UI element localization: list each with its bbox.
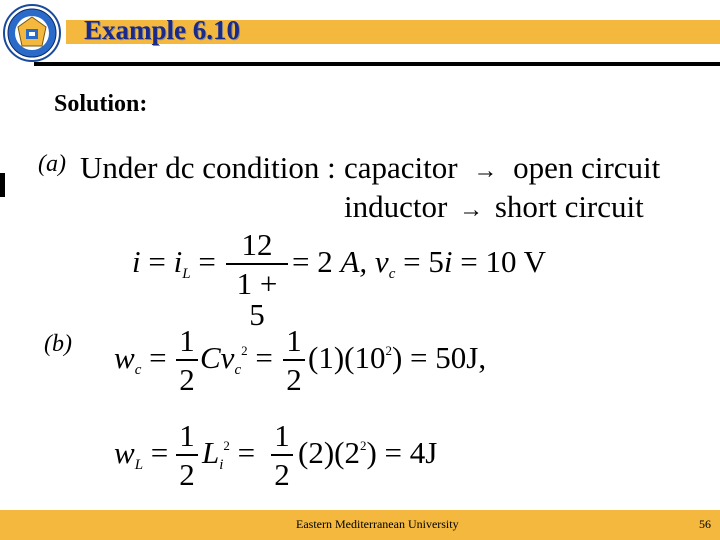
header-rule [34,62,720,66]
page-number: 56 [699,517,711,531]
side-marker [0,173,5,197]
current-equation-right: = 2 A, vc = 5i = 10 V [292,244,547,282]
current-fraction: 12 1 + 5 [226,229,288,330]
footer-institution: Eastern Mediterranean University [296,517,459,531]
wl-term: Li$^2$ = [202,435,256,473]
inductor-line: inductor → short circuit [344,189,644,224]
wc-lhs: wc = [114,340,167,378]
current-equation-left: i = iL = [132,244,216,282]
wc-half-fraction-2: 1 2 [283,325,305,395]
wl-half-fraction-2: 1 2 [271,420,293,490]
part-b-label: (b) [44,331,72,357]
university-logo-icon [2,2,62,64]
slide-title: Example 6.10 [84,15,241,45]
dc-condition-text: Under dc condition : [80,150,336,185]
wc-half-fraction: 1 2 [176,325,198,395]
solution-label: Solution: [54,91,148,117]
wc-result: $(1)(10^2) = 50J$, [308,340,487,375]
capacitor-line: capacitor → open circuit [344,150,661,185]
wl-result: $(2)(2^2) = 4J$ [298,435,438,470]
part-a-label: (a) [38,151,66,177]
wl-lhs: wL = [114,435,169,473]
wl-half-fraction: 1 2 [176,420,198,490]
wc-term: Cvc$^2$ = [200,340,273,378]
